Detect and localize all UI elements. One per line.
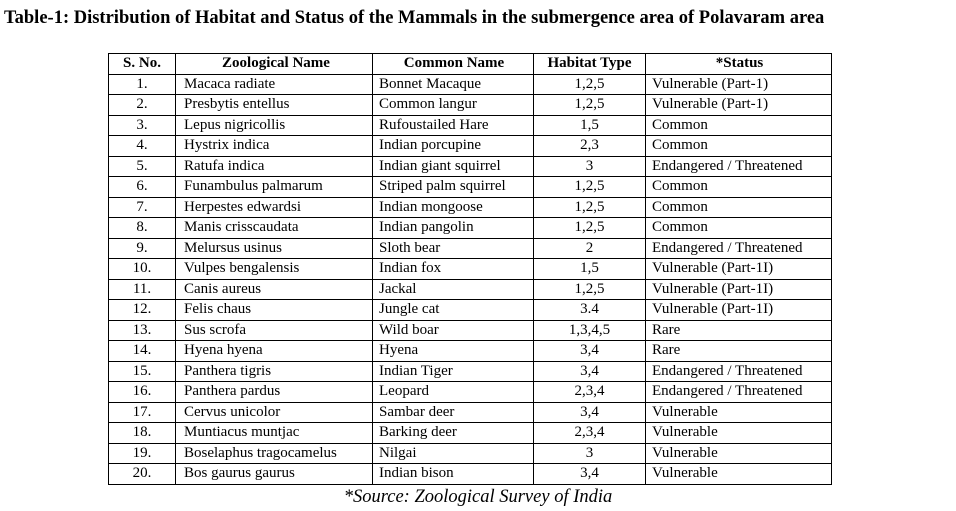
cell-sno: 4. xyxy=(109,136,176,157)
table-row xyxy=(109,115,832,136)
cell-status: Vulnerable xyxy=(646,443,832,464)
cell-habitat-type: 1,2,5 xyxy=(534,177,646,198)
cell-zoological-name: Melursus usinus xyxy=(176,238,373,259)
cell-sno: 17. xyxy=(109,402,176,423)
cell-sno: 5. xyxy=(109,156,176,177)
cell-sno: 18. xyxy=(109,423,176,444)
cell-zoological-name: Hyena hyena xyxy=(176,341,373,362)
cell-zoological-name: Canis aureus xyxy=(176,279,373,300)
cell-common-name: Indian pangolin xyxy=(373,218,534,239)
cell-common-name: Nilgai xyxy=(373,443,534,464)
cell-common-name: Indian porcupine xyxy=(373,136,534,157)
table-row xyxy=(109,177,832,198)
cell-common-name: Sambar deer xyxy=(373,402,534,423)
cell-habitat-type: 3,4 xyxy=(534,341,646,362)
cell-status: Common xyxy=(646,218,832,239)
table-row xyxy=(109,423,832,444)
table-row xyxy=(109,320,832,341)
cell-status: Endangered / Threatened xyxy=(646,382,832,403)
cell-zoological-name: Presbytis entellus xyxy=(176,95,373,116)
cell-common-name: Indian mongoose xyxy=(373,197,534,218)
cell-zoological-name: Boselaphus tragocamelus xyxy=(176,443,373,464)
table-row xyxy=(109,259,832,280)
cell-zoological-name: Lepus nigricollis xyxy=(176,115,373,136)
cell-habitat-type: 3,4 xyxy=(534,464,646,485)
cell-habitat-type: 1,2,5 xyxy=(534,197,646,218)
cell-sno: 1. xyxy=(109,74,176,95)
column-header-zoological-name: Zoological Name xyxy=(176,54,373,75)
column-header-common-name: Common Name xyxy=(373,54,534,75)
cell-status: Vulnerable (Part-1I) xyxy=(646,259,832,280)
column-header-sno: S. No. xyxy=(109,54,176,75)
table-row xyxy=(109,156,832,177)
cell-status: Endangered / Threatened xyxy=(646,238,832,259)
cell-common-name: Jungle cat xyxy=(373,300,534,321)
table-row xyxy=(109,464,832,485)
cell-status: Common xyxy=(646,197,832,218)
cell-sno: 14. xyxy=(109,341,176,362)
cell-status: Endangered / Threatened xyxy=(646,156,832,177)
cell-zoological-name: Funambulus palmarum xyxy=(176,177,373,198)
cell-status: Vulnerable (Part-1I) xyxy=(646,300,832,321)
cell-common-name: Jackal xyxy=(373,279,534,300)
cell-habitat-type: 3 xyxy=(534,443,646,464)
cell-zoological-name: Sus scrofa xyxy=(176,320,373,341)
cell-common-name: Barking deer xyxy=(373,423,534,444)
table-row xyxy=(109,136,832,157)
table-row xyxy=(109,218,832,239)
cell-status: Vulnerable (Part-1I) xyxy=(646,279,832,300)
cell-zoological-name: Ratufa indica xyxy=(176,156,373,177)
table-row xyxy=(109,95,832,116)
cell-common-name: Indian Tiger xyxy=(373,361,534,382)
cell-sno: 10. xyxy=(109,259,176,280)
cell-common-name: Wild boar xyxy=(373,320,534,341)
cell-sno: 11. xyxy=(109,279,176,300)
cell-sno: 16. xyxy=(109,382,176,403)
cell-zoological-name: Hystrix indica xyxy=(176,136,373,157)
column-header-status: *Status xyxy=(646,54,832,75)
cell-common-name: Indian giant squirrel xyxy=(373,156,534,177)
cell-habitat-type: 3,4 xyxy=(534,361,646,382)
cell-habitat-type: 1,2,5 xyxy=(534,74,646,95)
cell-common-name: Leopard xyxy=(373,382,534,403)
cell-common-name: Sloth bear xyxy=(373,238,534,259)
cell-habitat-type: 1,2,5 xyxy=(534,218,646,239)
table-row xyxy=(109,443,832,464)
cell-status: Common xyxy=(646,115,832,136)
cell-zoological-name: Herpestes edwardsi xyxy=(176,197,373,218)
cell-habitat-type: 2,3,4 xyxy=(534,423,646,444)
table-row xyxy=(109,382,832,403)
cell-zoological-name: Vulpes bengalensis xyxy=(176,259,373,280)
cell-common-name: Striped palm squirrel xyxy=(373,177,534,198)
cell-habitat-type: 1,2,5 xyxy=(534,95,646,116)
cell-common-name: Indian bison xyxy=(373,464,534,485)
table-row xyxy=(109,74,832,95)
cell-status: Common xyxy=(646,136,832,157)
cell-sno: 13. xyxy=(109,320,176,341)
cell-sno: 19. xyxy=(109,443,176,464)
cell-zoological-name: Macaca radiate xyxy=(176,74,373,95)
cell-sno: 15. xyxy=(109,361,176,382)
cell-status: Vulnerable (Part-1) xyxy=(646,95,832,116)
cell-sno: 20. xyxy=(109,464,176,485)
source-note: *Source: Zoological Survey of India xyxy=(343,487,613,507)
cell-status: Endangered / Threatened xyxy=(646,361,832,382)
cell-habitat-type: 3 xyxy=(534,156,646,177)
mammals-table xyxy=(108,53,832,485)
cell-status: Common xyxy=(646,177,832,198)
cell-common-name: Common langur xyxy=(373,95,534,116)
cell-zoological-name: Muntiacus muntjac xyxy=(176,423,373,444)
cell-zoological-name: Cervus unicolor xyxy=(176,402,373,423)
cell-zoological-name: Bos gaurus gaurus xyxy=(176,464,373,485)
cell-habitat-type: 3,4 xyxy=(534,402,646,423)
table-row xyxy=(109,361,832,382)
table-body xyxy=(109,74,832,484)
table-row xyxy=(109,238,832,259)
cell-sno: 9. xyxy=(109,238,176,259)
cell-zoological-name: Panthera tigris xyxy=(176,361,373,382)
cell-sno: 6. xyxy=(109,177,176,198)
cell-habitat-type: 1,3,4,5 xyxy=(534,320,646,341)
table-row xyxy=(109,341,832,362)
cell-sno: 7. xyxy=(109,197,176,218)
table-row xyxy=(109,300,832,321)
table-row xyxy=(109,279,832,300)
cell-sno: 3. xyxy=(109,115,176,136)
cell-zoological-name: Felis chaus xyxy=(176,300,373,321)
cell-habitat-type: 1,2,5 xyxy=(534,279,646,300)
cell-zoological-name: Panthera pardus xyxy=(176,382,373,403)
cell-common-name: Hyena xyxy=(373,341,534,362)
cell-sno: 2. xyxy=(109,95,176,116)
table-header-row xyxy=(109,54,832,75)
cell-status: Vulnerable xyxy=(646,464,832,485)
cell-status: Vulnerable xyxy=(646,423,832,444)
cell-common-name: Indian fox xyxy=(373,259,534,280)
cell-status: Vulnerable (Part-1) xyxy=(646,74,832,95)
cell-status: Rare xyxy=(646,320,832,341)
cell-habitat-type: 1,5 xyxy=(534,259,646,280)
cell-habitat-type: 2 xyxy=(534,238,646,259)
cell-habitat-type: 2,3,4 xyxy=(534,382,646,403)
cell-habitat-type: 2,3 xyxy=(534,136,646,157)
cell-zoological-name: Manis crisscaudata xyxy=(176,218,373,239)
cell-habitat-type: 1,5 xyxy=(534,115,646,136)
table-row xyxy=(109,402,832,423)
table-title: Table-1: Distribution of Habitat and Status of the Mammals in the submergence area of Polavaram area xyxy=(4,8,825,28)
cell-common-name: Bonnet Macaque xyxy=(373,74,534,95)
cell-status: Vulnerable xyxy=(646,402,832,423)
cell-status: Rare xyxy=(646,341,832,362)
cell-common-name: Rufoustailed Hare xyxy=(373,115,534,136)
cell-sno: 12. xyxy=(109,300,176,321)
cell-habitat-type: 3.4 xyxy=(534,300,646,321)
cell-sno: 8. xyxy=(109,218,176,239)
table-row xyxy=(109,197,832,218)
column-header-habitat-type: Habitat Type xyxy=(534,54,646,75)
